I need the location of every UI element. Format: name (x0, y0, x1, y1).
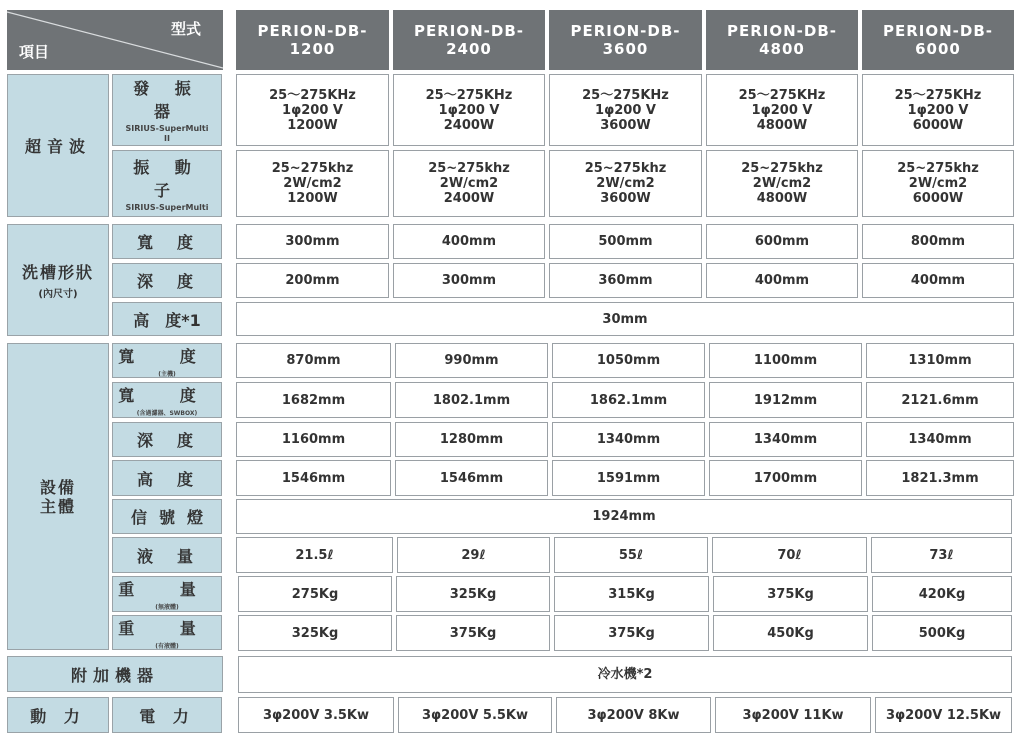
row-label-signal-lamp: 信號燈 (112, 499, 222, 534)
tank-depth-2400: 300mm (393, 263, 545, 298)
power-3600: 3φ200V 8Kw (556, 697, 711, 733)
transducer-6000: 25~275khz 2W/cm2 6000W (862, 150, 1014, 217)
eq-width-filter-1200: 1682mm (236, 382, 391, 418)
eq-depth-3600: 1340mm (552, 422, 705, 457)
liquid-3600: 55ℓ (554, 537, 708, 573)
weight-wet-3600: 375Kg (554, 615, 709, 651)
weight-wet-1200: 325Kg (238, 615, 392, 651)
row-label-tank-height: 高 度*1 (112, 302, 222, 336)
row-label-weight-wet: 重 量 (有液體) (112, 615, 222, 650)
row-label-tank-depth: 深度 (112, 263, 222, 298)
generator-6000: 25～275KHz 1φ200 V 6000W (862, 74, 1014, 146)
eq-width-main-2400: 990mm (395, 343, 548, 378)
generator-2400: 25～275KHz 1φ200 V 2400W (393, 74, 545, 146)
eq-height-4800: 1700mm (709, 460, 862, 496)
weight-dry-3600: 315Kg (554, 576, 709, 612)
row-label-eq-depth: 深度 (112, 422, 222, 457)
generator-3600: 25～275KHz 1φ200 V 3600W (549, 74, 702, 146)
eq-height-1200: 1546mm (236, 460, 391, 496)
eq-height-6000: 1821.3mm (866, 460, 1014, 496)
transducer-4800: 25~275khz 2W/cm2 4800W (706, 150, 858, 217)
liquid-2400: 29ℓ (397, 537, 550, 573)
tank-height-all: 30mm (236, 302, 1014, 336)
weight-dry-4800: 375Kg (713, 576, 868, 612)
weight-dry-2400: 325Kg (396, 576, 550, 612)
group-ultrasonic: 超音波 (7, 74, 109, 217)
weight-dry-1200: 275Kg (238, 576, 392, 612)
group-tank-label: 洗槽形狀 (21, 263, 94, 282)
weight-wet-2400: 375Kg (396, 615, 550, 651)
transducer-2400: 25~275khz 2W/cm2 2400W (393, 150, 545, 217)
corner-item-label: 項目 (19, 43, 50, 61)
weight-dry-6000: 420Kg (872, 576, 1012, 612)
row-label-power: 電 力 (112, 697, 222, 733)
eq-height-3600: 1591mm (552, 460, 705, 496)
model-header-2400: PERION-DB- 2400 (393, 10, 545, 70)
power-2400: 3φ200V 5.5Kw (398, 697, 552, 733)
model-header-1200: PERION-DB- 1200 (236, 10, 389, 70)
row-label-eq-width-filter: 寬 度 (含過濾器、SWBOX) (112, 382, 222, 418)
generator-1200: 25～275KHz 1φ200 V 1200W (236, 74, 389, 146)
eq-depth-1200: 1160mm (236, 422, 391, 457)
tank-depth-3600: 360mm (549, 263, 702, 298)
group-equipment: 設備 主體 (7, 343, 109, 650)
tank-depth-1200: 200mm (236, 263, 389, 298)
eq-width-filter-6000: 2121.6mm (866, 382, 1014, 418)
tank-width-2400: 400mm (393, 224, 545, 259)
model-header-6000: PERION-DB- 6000 (862, 10, 1014, 70)
power-4800: 3φ200V 11Kw (715, 697, 871, 733)
tank-depth-6000: 400mm (862, 263, 1014, 298)
liquid-1200: 21.5ℓ (236, 537, 393, 573)
tank-depth-4800: 400mm (706, 263, 858, 298)
header-corner (7, 10, 223, 70)
eq-width-main-6000: 1310mm (866, 343, 1014, 378)
group-power: 動 力 (7, 697, 109, 733)
eq-depth-4800: 1340mm (709, 422, 862, 457)
signal-lamp-all: 1924mm (236, 499, 1012, 534)
group-tank (7, 224, 109, 336)
weight-wet-4800: 450Kg (713, 615, 868, 651)
eq-depth-2400: 1280mm (395, 422, 548, 457)
weight-wet-6000: 500Kg (872, 615, 1012, 651)
eq-depth-6000: 1340mm (866, 422, 1014, 457)
tank-width-6000: 800mm (862, 224, 1014, 259)
tank-width-3600: 500mm (549, 224, 702, 259)
tank-width-1200: 300mm (236, 224, 389, 259)
model-header-3600: PERION-DB- 3600 (549, 10, 702, 70)
row-label-weight-dry: 重 量 (無液體) (112, 576, 222, 612)
row-label-generator: 發 振 器 SIRIUS-SuperMulti II (112, 74, 222, 146)
accessory-all: 冷水機*2 (238, 656, 1012, 693)
eq-width-main-4800: 1100mm (709, 343, 862, 378)
row-label-tank-width: 寬度 (112, 224, 222, 259)
eq-width-main-3600: 1050mm (552, 343, 705, 378)
row-label-eq-height: 高度 (112, 460, 222, 496)
eq-height-2400: 1546mm (395, 460, 548, 496)
eq-width-main-1200: 870mm (236, 343, 391, 378)
power-1200: 3φ200V 3.5Kw (238, 697, 394, 733)
group-accessory: 附加機器 (7, 656, 223, 692)
transducer-1200: 25~275khz 2W/cm2 1200W (236, 150, 389, 217)
transducer-3600: 25~275khz 2W/cm2 3600W (549, 150, 702, 217)
liquid-4800: 70ℓ (712, 537, 867, 573)
eq-width-filter-3600: 1862.1mm (552, 382, 705, 418)
liquid-6000: 73ℓ (871, 537, 1012, 573)
power-6000: 3φ200V 12.5Kw (875, 697, 1012, 733)
eq-width-filter-2400: 1802.1mm (395, 382, 548, 418)
eq-width-filter-4800: 1912mm (709, 382, 862, 418)
generator-4800: 25～275KHz 1φ200 V 4800W (706, 74, 858, 146)
tank-width-4800: 600mm (706, 224, 858, 259)
model-header-4800: PERION-DB- 4800 (706, 10, 858, 70)
corner-model-label: 型式 (170, 20, 201, 38)
row-label-transducer: 振 動 子 SIRIUS-SuperMulti (112, 150, 222, 217)
row-label-liquid: 液量 (112, 537, 222, 573)
row-label-eq-width-main: 寬 度 (主機) (112, 343, 222, 378)
group-tank-sublabel: (內尺寸) (38, 289, 78, 300)
